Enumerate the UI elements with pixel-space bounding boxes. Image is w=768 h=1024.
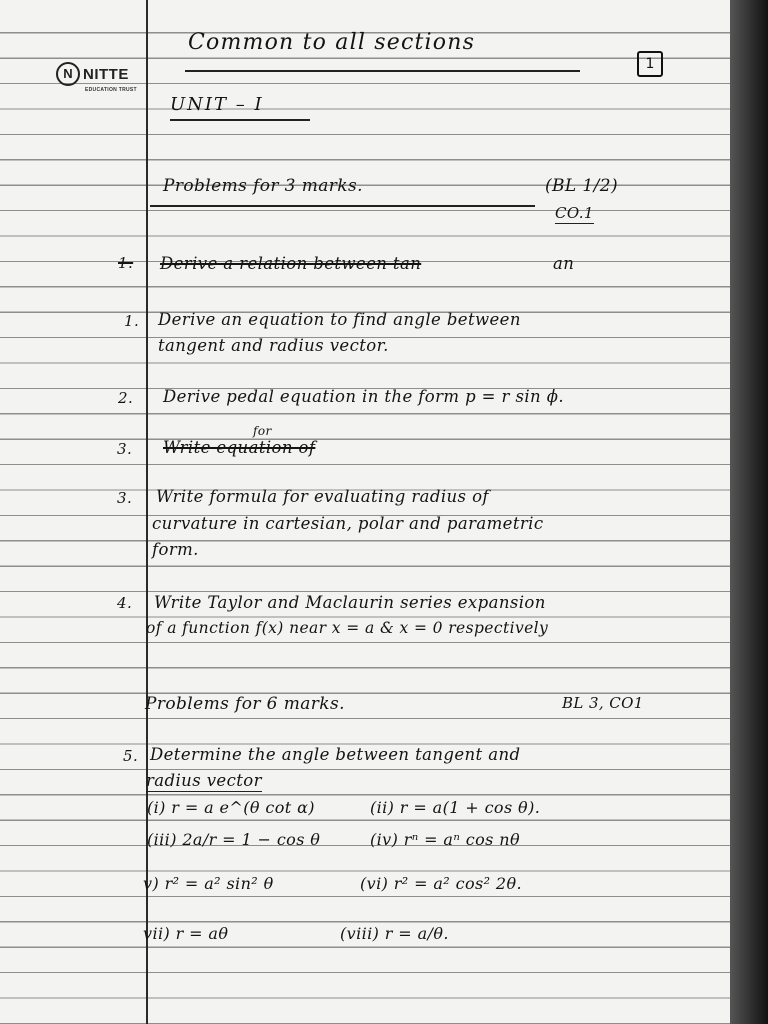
q4-line-2: of a function f(x) near x = a & x = 0 respectively bbox=[146, 619, 549, 637]
q3-line-3: form. bbox=[152, 540, 199, 559]
section-3-heading: Problems for 3 marks. bbox=[163, 176, 363, 196]
unit-underline bbox=[170, 119, 310, 121]
q5-expr-v: v) r² = a² sin² θ bbox=[143, 874, 274, 893]
section-3-underline bbox=[150, 205, 535, 207]
q5-line-1: Determine the angle between tangent and bbox=[150, 745, 521, 764]
q2-text: Derive pedal equation in the form p = r sin ϕ. bbox=[163, 387, 564, 406]
section-6-level: BL 3, CO1 bbox=[562, 694, 644, 712]
q4-line-1: Write Taylor and Maclaurin series expansion bbox=[154, 593, 546, 612]
q4-number: 4. bbox=[117, 594, 133, 612]
unit-heading: UNIT – I bbox=[170, 94, 264, 115]
struck-item-tail: an bbox=[553, 254, 575, 273]
title-underline bbox=[185, 70, 580, 72]
page-edge-shadow bbox=[730, 0, 768, 1024]
q5-expr-vii: vii) r = aθ bbox=[143, 924, 229, 943]
q1-line-2: tangent and radius vector. bbox=[158, 336, 389, 355]
q5-line-2: radius vector bbox=[146, 771, 262, 790]
section-3-co: CO.1 bbox=[555, 204, 594, 222]
q5-expr-vi: (vi) r² = a² cos² 2θ. bbox=[360, 874, 523, 893]
struck-item3-text: Write equation of bbox=[163, 438, 316, 457]
q3-line-1: Write formula for evaluating radius of bbox=[156, 487, 489, 506]
q5-expr-viii: (viii) r = a/θ. bbox=[340, 924, 449, 943]
logo-name: NITTE bbox=[83, 65, 129, 83]
q5-expr-ii: (ii) r = a(1 + cos θ). bbox=[370, 798, 541, 817]
q3-line-2: curvature in cartesian, polar and parametric bbox=[152, 514, 544, 533]
q1-line-1: Derive an equation to find angle between bbox=[158, 310, 521, 329]
margin-line bbox=[146, 0, 148, 1024]
struck-item3-number: 3. bbox=[117, 440, 133, 458]
section-3-level: (BL 1/2) bbox=[545, 176, 619, 196]
struck-item-text: Derive a relation between tan bbox=[160, 254, 422, 273]
q3-number: 3. bbox=[117, 489, 133, 507]
nitte-logo bbox=[56, 62, 137, 93]
struck-item3-insert: for bbox=[253, 424, 272, 438]
struck-item-number: 1. bbox=[118, 254, 134, 272]
section-6-heading: Problems for 6 marks. bbox=[145, 694, 345, 714]
logo-subtitle: EDUCATION TRUST bbox=[85, 87, 137, 93]
q5-expr-i: (i) r = a e^(θ cot α) bbox=[147, 798, 315, 817]
page-number-box: 1 bbox=[637, 51, 663, 77]
q5-number: 5. bbox=[123, 747, 139, 765]
nitte-logo-mark-icon: N bbox=[56, 62, 80, 86]
page-title: Common to all sections bbox=[188, 30, 476, 55]
q1-number: 1. bbox=[124, 312, 140, 330]
q5-expr-iv: (iv) rⁿ = aⁿ cos nθ bbox=[370, 830, 520, 849]
q2-number: 2. bbox=[118, 389, 134, 407]
q5-expr-iii: (iii) 2a/r = 1 − cos θ bbox=[147, 830, 321, 849]
